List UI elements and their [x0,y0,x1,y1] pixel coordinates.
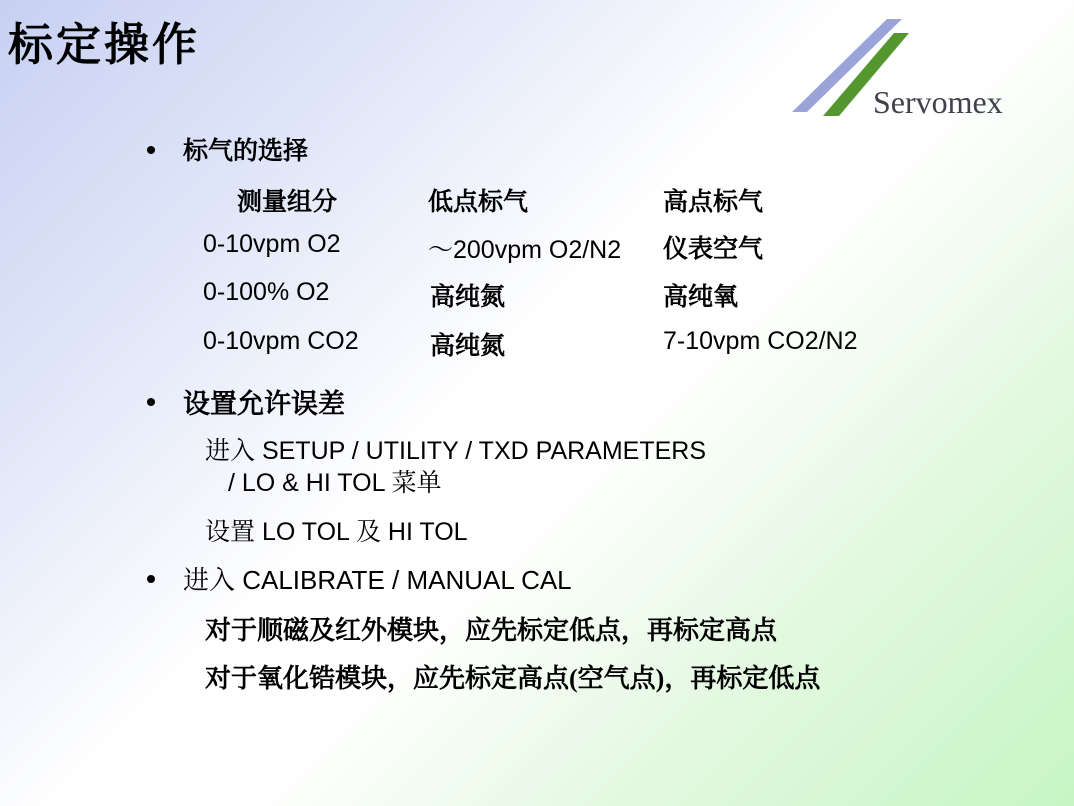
servomex-logo [780,0,1074,130]
table-cell: ～200vpm O2/N2 [428,236,622,264]
table-header-high-gas: 高点标气 [663,189,764,216]
servomex-logo-text: Servomex [873,84,1003,120]
bullet1-label: 标气的选择 [183,138,309,165]
bullet-dot [147,146,155,154]
bullet2-line1: 进入 SETUP / UTILITY / TXD PARAMETERS [205,437,707,465]
table-header-low-gas: 低点标气 [428,189,529,216]
bullet2-line2: / LO & HI TOL 菜单 [228,469,442,497]
table-cell: 仪表空气 [663,236,764,263]
bullet-dot [147,575,155,583]
bullet3-line1: 对于顺磁及红外模块，应先标定低点，再标定高点 [205,616,778,645]
bullet2-label: 设置允许误差 [183,389,345,419]
bullet3-line2: 对于氧化锆模块，应先标定高点(空气点)，再标定低点 [205,664,821,693]
bullet3-label: 进入 CALIBRATE / MANUAL CAL [183,565,572,595]
table-cell: 高纯氮 [430,284,506,311]
bullet2-line3: 设置 LO TOL 及 HI TOL [205,518,468,546]
table-cell: 0-100% O2 [203,278,330,306]
table-cell: 高纯氮 [430,333,506,360]
table-cell: 高纯氧 [663,284,739,311]
bullet-dot [147,398,155,406]
page-title: 标定操作 [8,20,201,70]
table-cell: 0-10vpm O2 [203,230,341,258]
table-header-component: 测量组分 [237,189,338,216]
table-cell: 7-10vpm CO2/N2 [663,327,858,355]
table-cell: 0-10vpm CO2 [203,327,359,355]
